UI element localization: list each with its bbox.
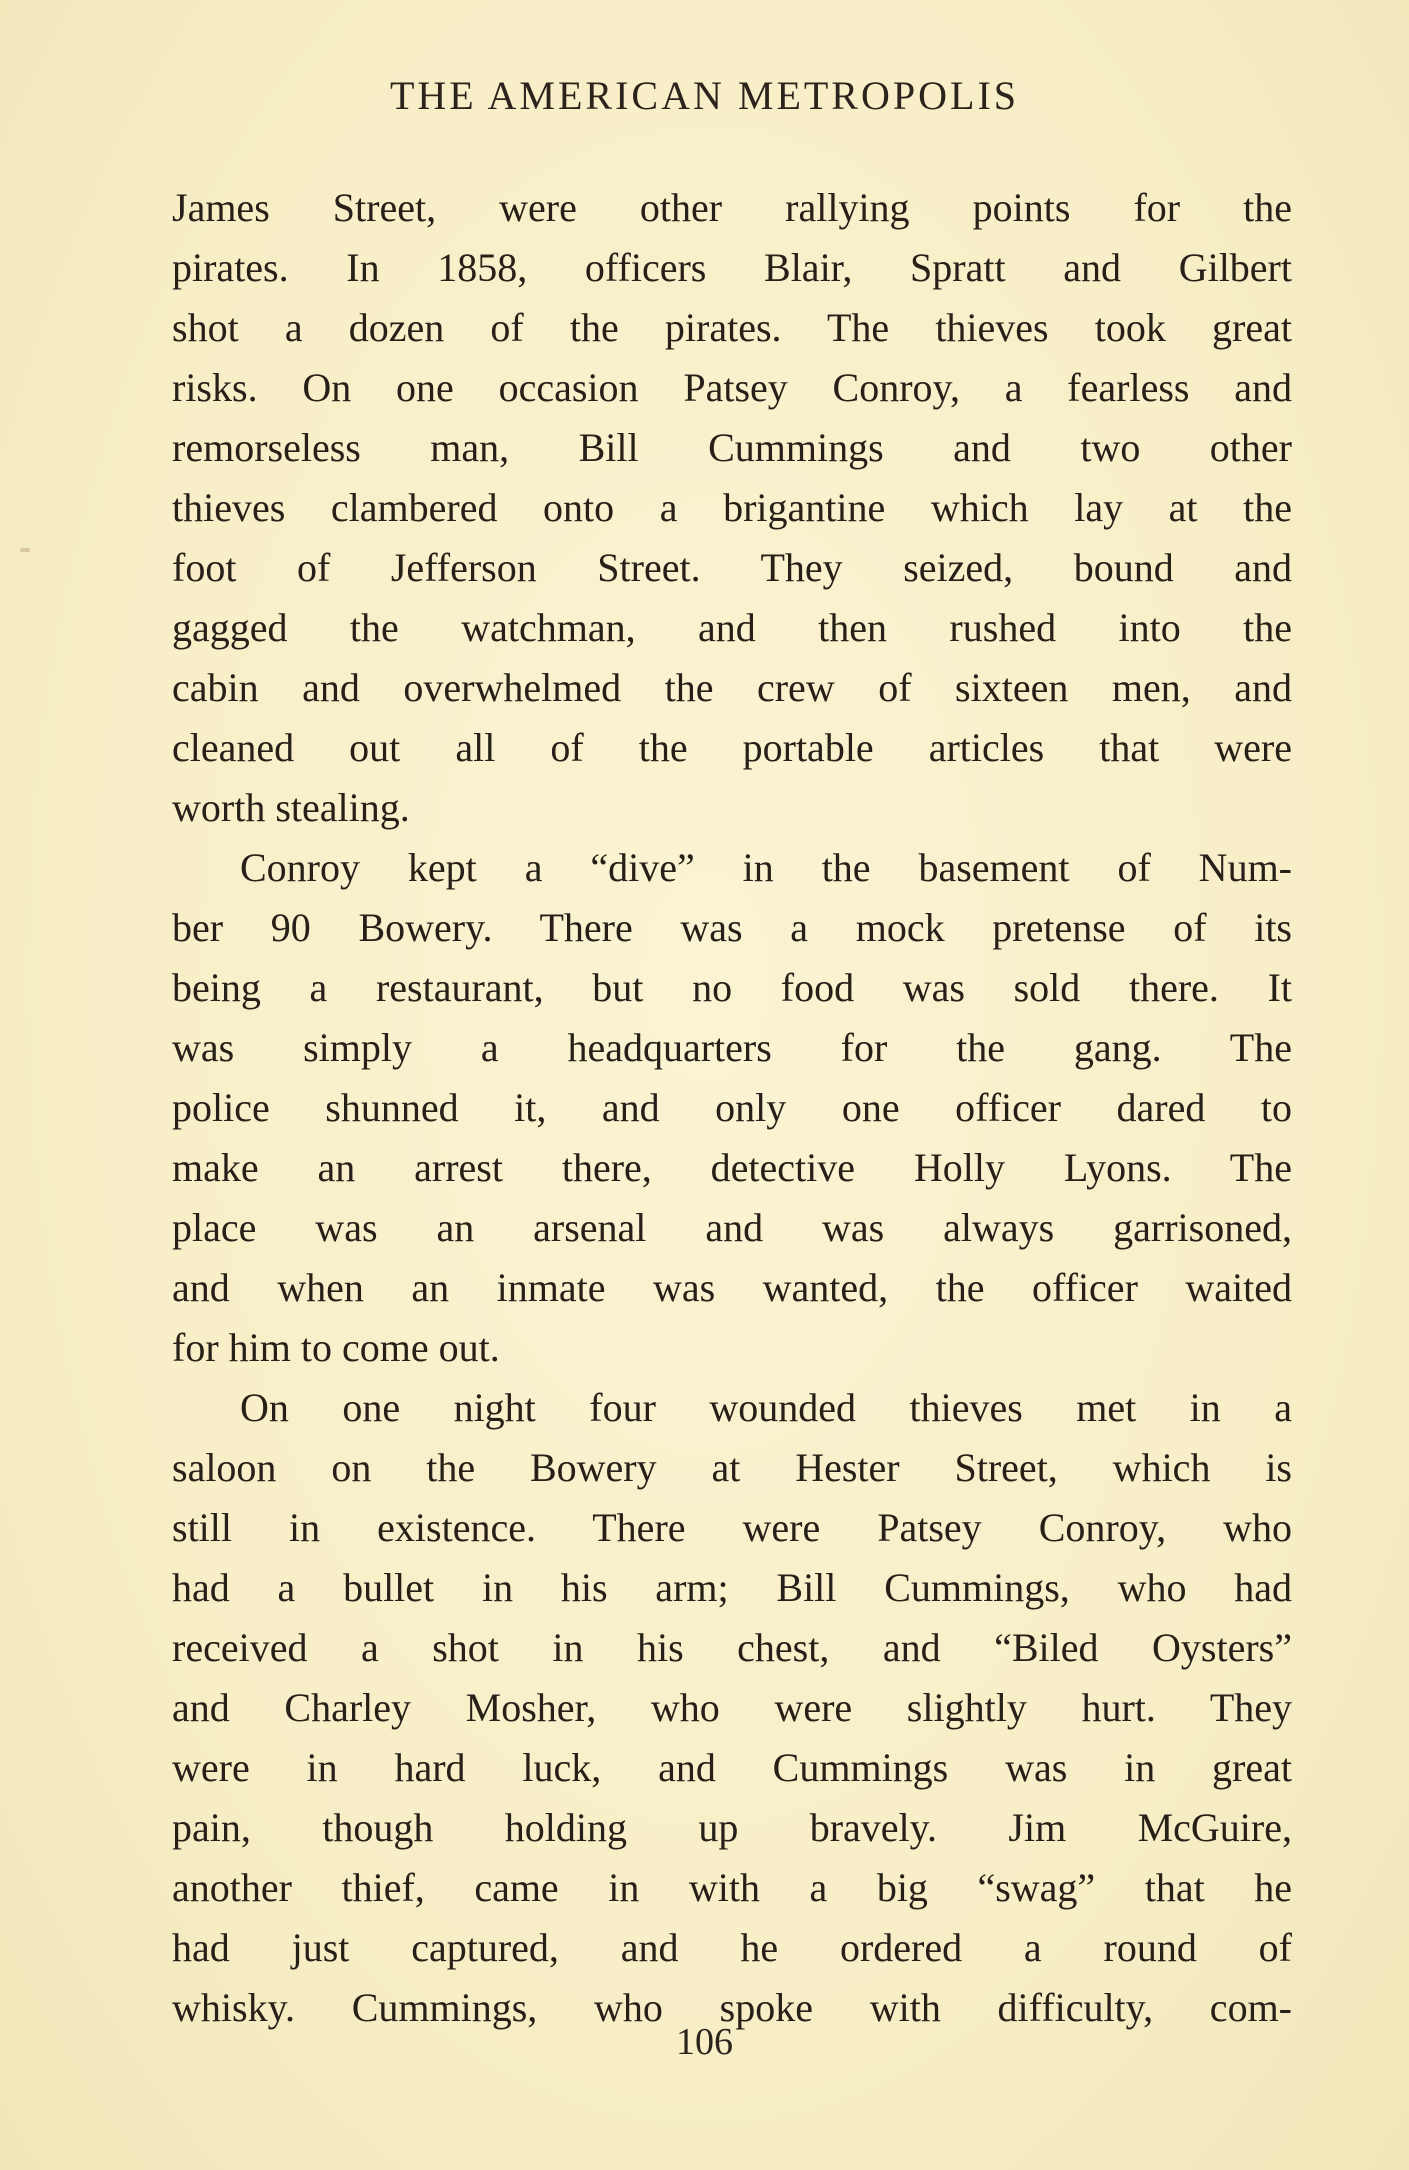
page-number: 106	[676, 2021, 733, 2063]
margin-speck	[20, 548, 30, 552]
text-line: foot of Jefferson Street. They seized, bound and	[172, 545, 1292, 590]
text-line: was simply a headquarters for the gang. The	[172, 1025, 1292, 1070]
text-line: Conroy kept a “dive” in the basement of Num-	[240, 845, 1292, 890]
text-line: shot a dozen of the pirates. The thieves took great	[172, 305, 1292, 350]
text-line: worth stealing.	[172, 785, 410, 830]
text-line: being a restaurant, but no food was sold there. It	[172, 965, 1292, 1010]
text-line: thieves clambered onto a brigantine which lay at the	[172, 485, 1292, 530]
text-line: had just captured, and he ordered a round of	[172, 1925, 1292, 1970]
text-line: remorseless man, Bill Cummings and two other	[172, 425, 1292, 470]
text-line: pirates. In 1858, officers Blair, Spratt and Gilbert	[172, 245, 1292, 290]
text-line: another thief, came in with a big “swag” that he	[172, 1865, 1292, 1910]
text-line: for him to come out.	[172, 1325, 500, 1370]
text-line: were in hard luck, and Cummings was in great	[172, 1745, 1292, 1790]
text-line: James Street, were other rallying points for the	[172, 185, 1292, 230]
body-text	[172, 178, 1292, 2038]
text-line: cabin and overwhelmed the crew of sixteen men, and	[172, 665, 1292, 710]
text-line: still in existence. There were Patsey Conroy, who	[172, 1505, 1292, 1550]
text-line: place was an arsenal and was always garrisoned,	[172, 1205, 1292, 1250]
text-line: and Charley Mosher, who were slightly hurt. They	[172, 1685, 1292, 1730]
running-head: THE AMERICAN METROPOLIS	[389, 73, 1020, 118]
text-line: gagged the watchman, and then rushed into the	[172, 605, 1292, 650]
text-line: received a shot in his chest, and “Biled Oysters”	[172, 1625, 1292, 1670]
text-line: make an arrest there, detective Holly Lyons. The	[172, 1145, 1292, 1190]
text-line: police shunned it, and only one officer dared to	[172, 1085, 1292, 1130]
text-line: whisky. Cummings, who spoke with difficulty, com-	[172, 1985, 1292, 2030]
text-line: ber 90 Bowery. There was a mock pretense of its	[172, 905, 1292, 950]
text-line: cleaned out all of the portable articles that were	[172, 725, 1292, 770]
text-line: saloon on the Bowery at Hester Street, which is	[172, 1445, 1292, 1490]
text-line: pain, though holding up bravely. Jim McGuire,	[172, 1805, 1292, 1850]
text-line: risks. On one occasion Patsey Conroy, a fearless and	[172, 365, 1292, 410]
text-line: and when an inmate was wanted, the officer waited	[172, 1265, 1292, 1310]
text-line: On one night four wounded thieves met in a	[240, 1385, 1292, 1430]
text-line: had a bullet in his arm; Bill Cummings, who had	[172, 1565, 1292, 1610]
